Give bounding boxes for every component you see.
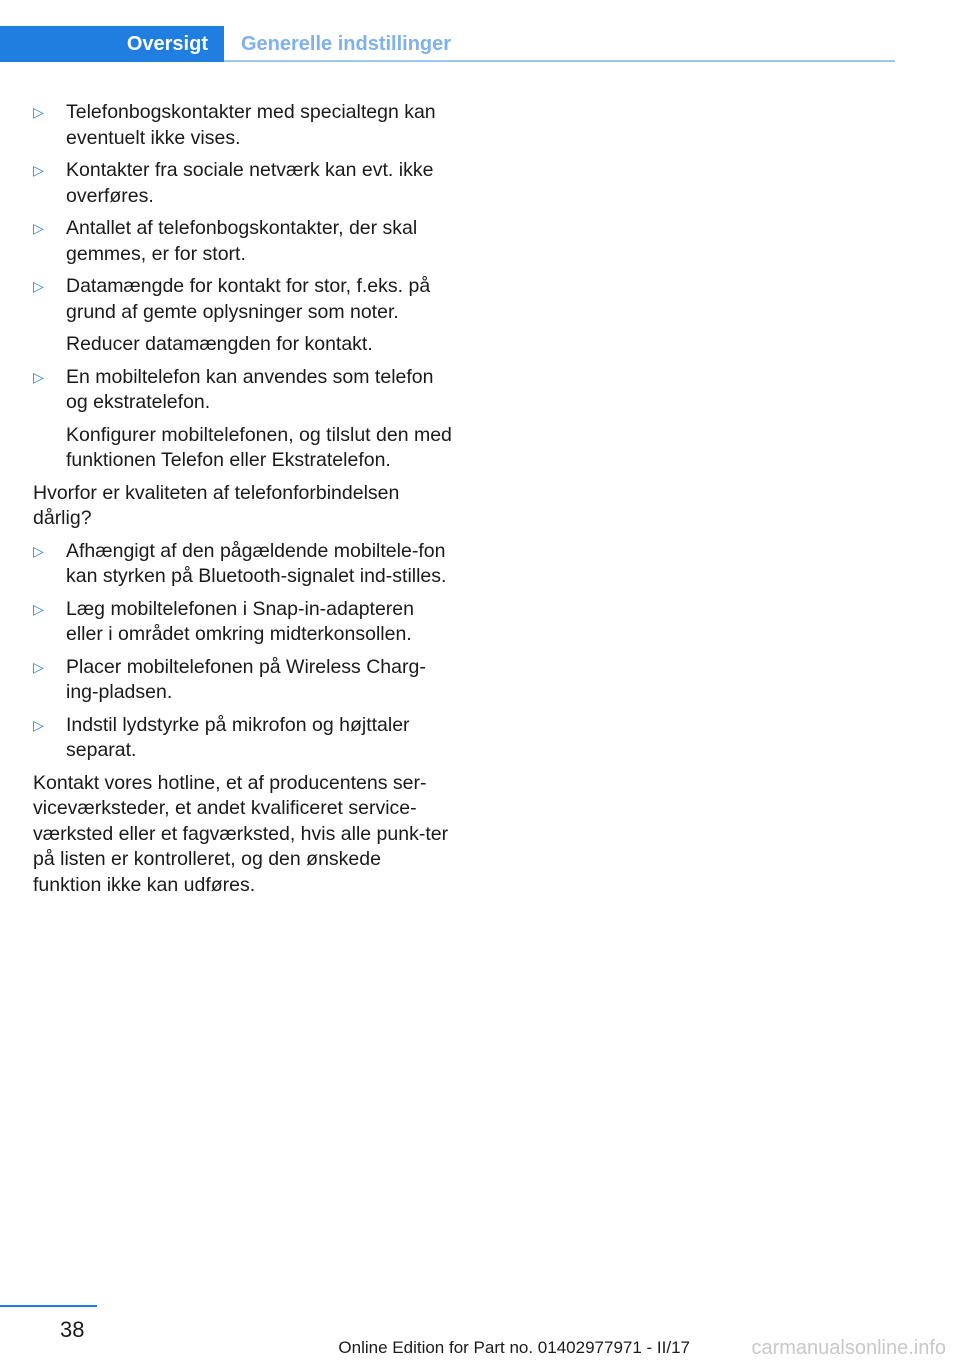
question-heading: Hvorfor er kvaliteten af telefonforbindelsen dårlig? [33, 481, 400, 529]
list-item-text: Antallet af telefonbogskontakter, der skal gemmes, er for stort. [66, 217, 418, 265]
list-item [33, 713, 453, 764]
triangle-bullet-icon: ▷ [33, 600, 44, 617]
triangle-bullet-icon: ▷ [33, 716, 44, 733]
header-divider [224, 60, 895, 62]
list-item [33, 100, 453, 151]
watermark: carmanualsonline.info [751, 1337, 946, 1359]
list-item-note: Reducer datamængden for kontakt. [66, 333, 373, 355]
list-item-text: Afhængigt af den pågældende mobiltele‐fon kan styrken på Bluetooth-signalet ind‐stilles. [66, 539, 447, 587]
edition-label: Online Edition for Part no. 01402977971 - II/17 [338, 1338, 690, 1357]
tab-oversigt[interactable]: Oversigt [0, 26, 224, 62]
closing-paragraph: Kontakt vores hotline, et af producentens ser‐viceværksteder, et andet kvalificeret service‐værksted eller et fagværksted, hvis alle punk‐ter på listen er kontrolleret, og den ønskede funktion ikke kan udføres. [33, 771, 449, 896]
list-item-note: Konfigurer mobiltelefonen, og tilslut den med funktionen Telefon eller Ekstratelefon. [66, 423, 452, 471]
list-item [33, 158, 453, 209]
list-item [33, 539, 453, 590]
triangle-bullet-icon: ▷ [33, 278, 44, 294]
list-item [33, 274, 453, 325]
triangle-bullet-icon: ▷ [33, 104, 44, 120]
list-item-text: Telefonbogskontakter med specialtegn kan eventuelt ikke vises. [66, 101, 436, 149]
list-item-text: Datamængde for kontakt for stor, f.eks. på grund af gemte oplysninger som noter. [66, 275, 431, 323]
list-item [33, 597, 453, 648]
list-item [33, 216, 453, 267]
triangle-bullet-icon: ▷ [33, 542, 44, 559]
page-header [0, 0, 895, 62]
list-item-text: Kontakter fra sociale netværk kan evt. ikke overføres. [66, 159, 434, 207]
list-item [33, 655, 453, 706]
main-content [33, 100, 453, 905]
list-item-text: Indstil lydstyrke på mikrofon og højttaler separat. [66, 713, 410, 761]
triangle-bullet-icon: ▷ [33, 368, 44, 385]
list-item-text: Placer mobiltelefonen på Wireless Charg‐ing-pladsen. [66, 655, 426, 703]
triangle-bullet-icon: ▷ [33, 658, 44, 675]
footer-divider [0, 1305, 97, 1307]
list-item-text: En mobiltelefon kan anvendes som telefon og ekstratelefon. [66, 365, 434, 413]
list-item-text: Læg mobiltelefonen i Snap-in-adapteren eller i området omkring midterkonsollen. [66, 597, 414, 645]
triangle-bullet-icon: ▷ [33, 162, 44, 178]
triangle-bullet-icon: ▷ [33, 220, 44, 236]
page-number: 38 [60, 1317, 85, 1342]
tab-generelle-indstillinger[interactable]: Generelle indstillinger [241, 33, 452, 55]
list-item [33, 365, 453, 416]
